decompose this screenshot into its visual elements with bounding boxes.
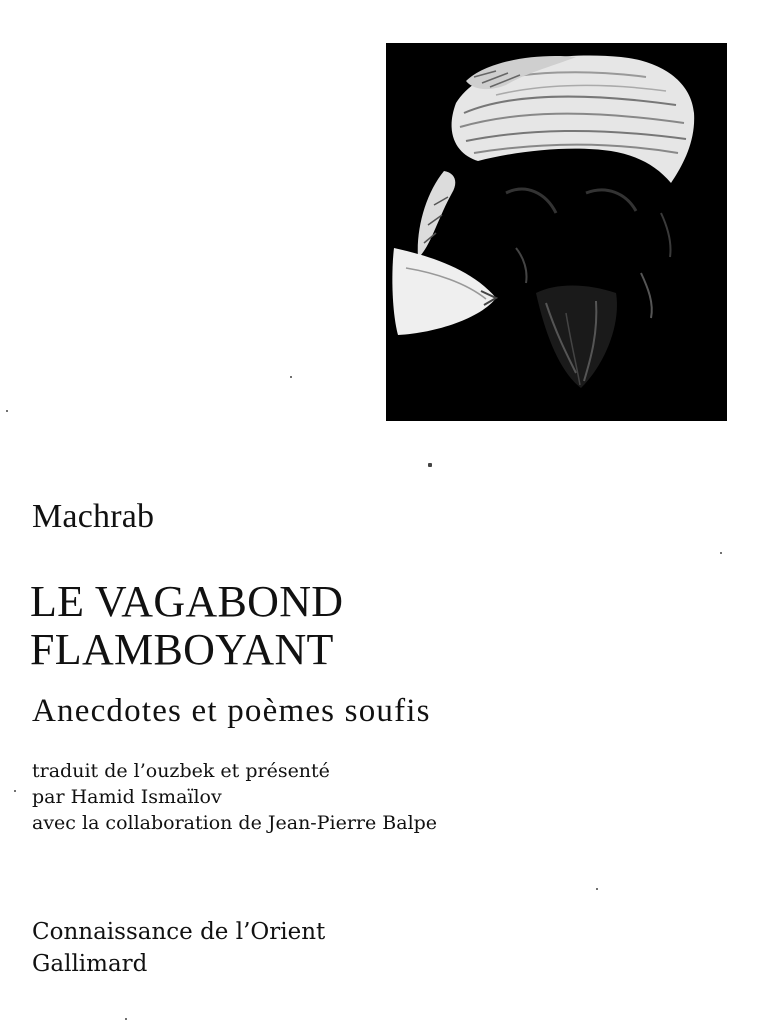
- publisher-block: [32, 916, 325, 980]
- book-title-line-1: LE VAGABOND: [30, 577, 344, 626]
- scan-speck: [596, 888, 598, 890]
- book-title-line-2: FLAMBOYANT: [30, 625, 334, 674]
- credits-line-1: traduit de l’ouzbek et présenté: [32, 760, 330, 782]
- author-name: Machrab: [32, 498, 155, 535]
- translation-credits: [32, 758, 437, 836]
- cover-illustration: [386, 43, 727, 421]
- credits-line-3: avec la collaboration de Jean-Pierre Balpe: [32, 812, 438, 834]
- publisher-name: Gallimard: [32, 951, 148, 977]
- scan-speck: [290, 376, 292, 378]
- scan-speck: [428, 463, 432, 467]
- scan-speck: [6, 410, 8, 412]
- turbaned-figure-drawing: [386, 43, 727, 421]
- scan-speck: [125, 1018, 127, 1020]
- book-subtitle: Anecdotes et poèmes soufis: [32, 693, 431, 729]
- collection-name: Connaissance de l’Orient: [32, 919, 326, 945]
- scan-speck: [720, 552, 722, 554]
- book-title: [30, 578, 343, 674]
- credits-line-2: par Hamid Ismaïlov: [32, 786, 222, 808]
- scan-speck: [14, 790, 16, 792]
